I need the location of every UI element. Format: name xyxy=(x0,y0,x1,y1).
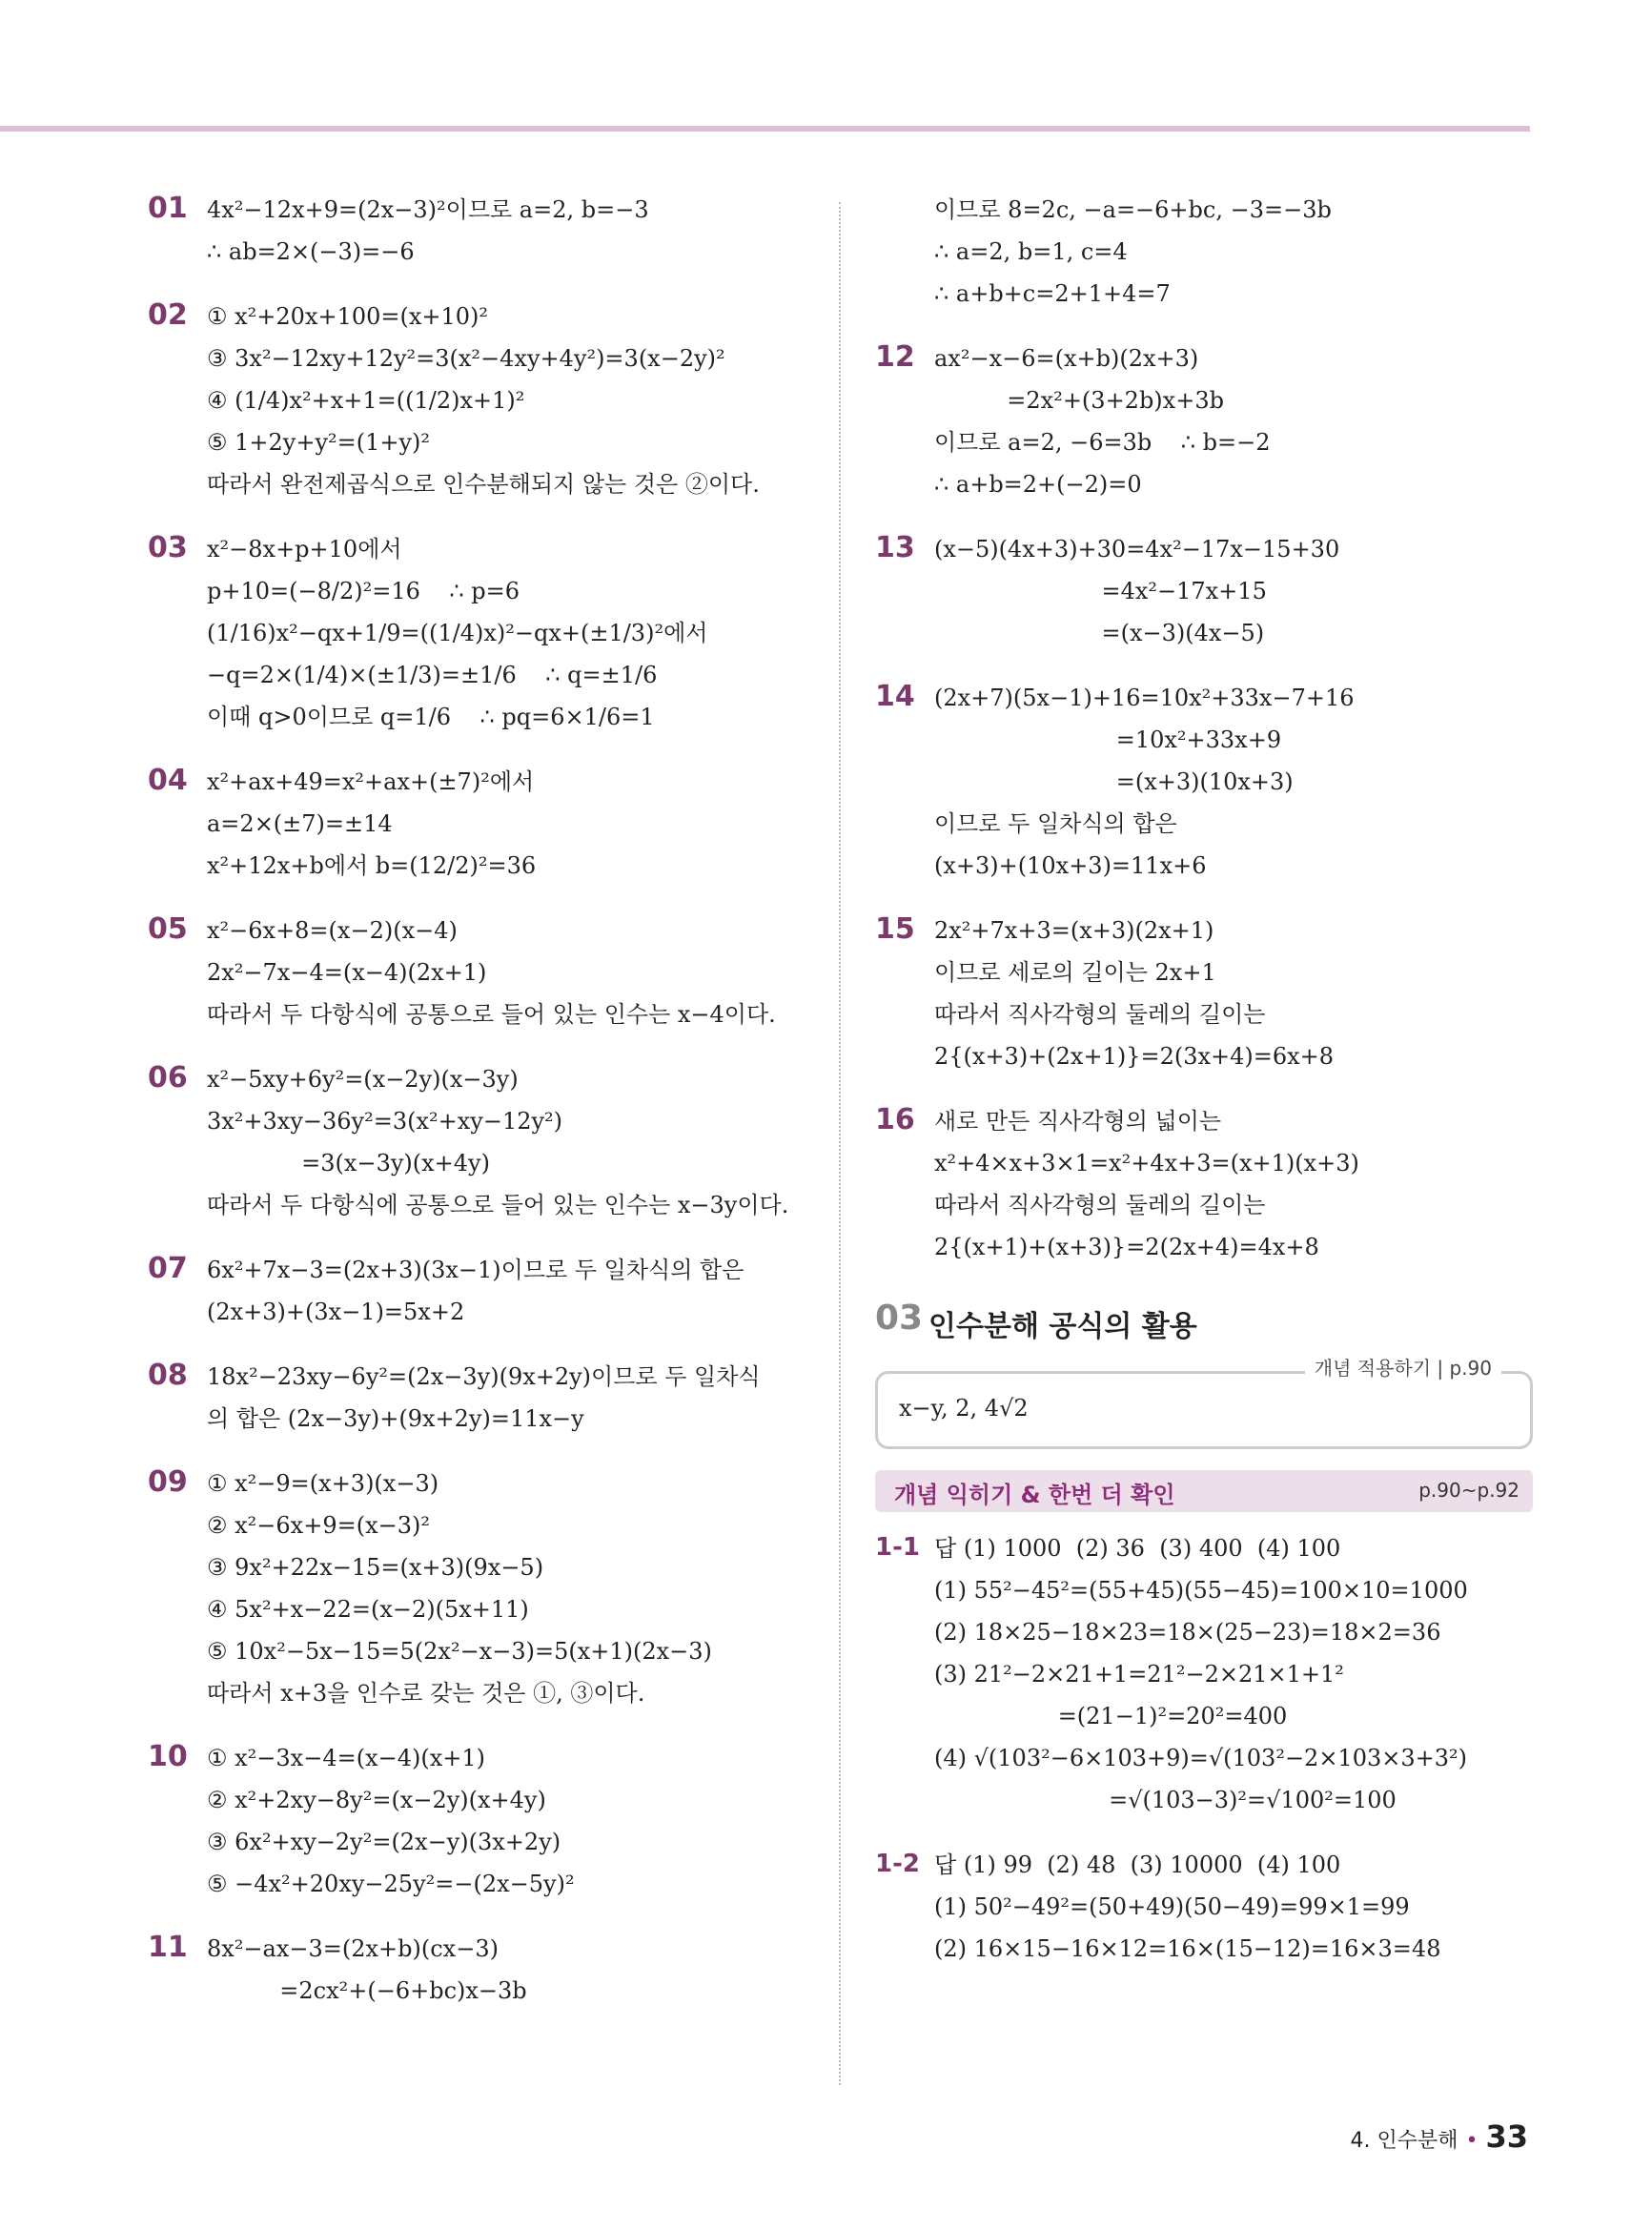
column-divider xyxy=(839,202,841,2085)
problem-item xyxy=(875,528,1533,654)
solution-line: 8x²−ax−3=(2x+b)(cx−3) xyxy=(207,1935,499,1962)
solution-line: x²+12x+b에서 b=(12/2)²=36 xyxy=(207,852,537,879)
solution-line: ④ 5x²+x−22=(x−2)(5x+11) xyxy=(207,1596,529,1623)
solution-line: ③ 3x²−12xy+12y²=3(x²−4xy+4y²)=3(x−2y)² xyxy=(207,345,725,372)
problem-number: 16 xyxy=(875,1103,915,1136)
solution-line: ④ (1/4)x²+x+1=((1/2)x+1)² xyxy=(207,387,525,414)
problem-item xyxy=(148,910,815,1035)
solution-line: =2cx²+(−6+bc)x−3b xyxy=(207,1977,527,2004)
solution-line: =3(x−3y)(x+4y) xyxy=(207,1150,490,1176)
solution-line: 2{(x+1)+(x+3)}=2(2x+4)=4x+8 xyxy=(934,1234,1319,1260)
solution-line: 4x²−12x+9=(2x−3)²이므로 a=2, b=−3 xyxy=(207,196,649,223)
problem-item xyxy=(875,1100,1533,1268)
solution-line: =√(103−3)²=√100²=100 xyxy=(934,1787,1397,1813)
solution-line: 2x²−7x−4=(x−4)(2x+1) xyxy=(207,959,487,986)
solution-line: (1/16)x²−qx+1/9=((1/4)x)²−qx+(±1/3)²에서 xyxy=(207,620,708,646)
solution-line: 따라서 직사각형의 둘레의 길이는 xyxy=(934,1001,1266,1028)
problem-number: 1-2 xyxy=(875,1850,920,1878)
solution-line: ⑤ −4x²+20xy−25y²=−(2x−5y)² xyxy=(207,1871,575,1897)
top-rule xyxy=(0,126,1530,132)
solution-line: (1) 55²−45²=(55+45)(55−45)=100×10=1000 xyxy=(934,1577,1468,1604)
solution-line: −q=2×(1/4)×(±1/3)=±1/6 ∴ q=±1/6 xyxy=(207,662,658,688)
solution-line: ∴ a+b=2+(−2)=0 xyxy=(934,471,1142,498)
problem-number: 14 xyxy=(875,680,915,713)
problem-item xyxy=(148,1463,815,1714)
problem-number: 13 xyxy=(875,531,915,564)
solution-line: (1) 50²−49²=(50+49)(50−49)=99×1=99 xyxy=(934,1893,1410,1920)
section-number: 03 xyxy=(875,1299,924,1338)
solution-line: ∴ ab=2×(−3)=−6 xyxy=(207,238,415,265)
solution-line: ② x²−6x+9=(x−3)² xyxy=(207,1512,430,1539)
solution-line: 이므로 a=2, −6=3b ∴ b=−2 xyxy=(934,429,1271,456)
solution-line: ① x²−9=(x+3)(x−3) xyxy=(207,1470,439,1497)
solution-line: 답 (1) 1000 (2) 36 (3) 400 (4) 100 xyxy=(934,1535,1341,1562)
solution-line: 따라서 완전제곱식으로 인수분해되지 않는 것은 ②이다. xyxy=(207,471,760,498)
problem-number: 15 xyxy=(875,912,915,946)
problem-item xyxy=(148,761,815,887)
solution-line: =4x²−17x+15 xyxy=(934,578,1267,604)
page-number: 33 xyxy=(1485,2118,1528,2155)
problem-item xyxy=(148,528,815,738)
problem-item xyxy=(148,296,815,505)
problem-number: 09 xyxy=(148,1465,188,1499)
solution-line: x²+ax+49=x²+ax+(±7)²에서 xyxy=(207,768,535,795)
solution-line: ∴ a+b+c=2+1+4=7 xyxy=(934,280,1171,307)
solution-line: =2x²+(3+2b)x+3b xyxy=(934,387,1224,414)
solution-line: ⑤ 1+2y+y²=(1+y)² xyxy=(207,429,431,456)
problem-item xyxy=(875,338,1533,505)
problem-number: 05 xyxy=(148,912,188,946)
problem-item xyxy=(148,1737,815,1905)
solution-line: 이므로 두 일차식의 합은 xyxy=(934,810,1177,837)
concept-apply-box xyxy=(875,1357,1533,1449)
problem-item xyxy=(875,1844,1533,1970)
solution-line: 이므로 8=2c, −a=−6+bc, −3=−3b xyxy=(934,196,1332,223)
solution-line: x²−8x+p+10에서 xyxy=(207,536,402,563)
solution-line: ⑤ 10x²−5x−15=5(2x²−x−3)=5(x+1)(2x−3) xyxy=(207,1638,712,1665)
solution-line: x²−5xy+6y²=(x−2y)(x−3y) xyxy=(207,1066,519,1093)
problem-number: 1-1 xyxy=(875,1533,920,1562)
solution-line: x²−6x+8=(x−2)(x−4) xyxy=(207,917,458,944)
footer-dot-icon: • xyxy=(1465,2129,1479,2153)
solution-line: (x−5)(4x+3)+30=4x²−17x−15+30 xyxy=(934,536,1340,563)
solution-line: ax²−x−6=(x+b)(2x+3) xyxy=(934,345,1199,372)
problem-number: 10 xyxy=(148,1740,188,1773)
solution-line: 따라서 직사각형의 둘레의 길이는 xyxy=(934,1192,1266,1218)
solution-line: 의 합은 (2x−3y)+(9x+2y)=11x−y xyxy=(207,1405,584,1432)
solution-line: ① x²+20x+100=(x+10)² xyxy=(207,303,489,330)
page-footer xyxy=(1350,2118,1528,2155)
problem-item xyxy=(875,910,1533,1077)
practice-banner-pages: p.90~p.92 xyxy=(1418,1479,1519,1502)
problem-number: 12 xyxy=(875,340,915,374)
problem-11-continued xyxy=(875,189,1533,315)
solution-line: (x+3)+(10x+3)=11x+6 xyxy=(934,852,1207,879)
solution-line: 답 (1) 99 (2) 48 (3) 10000 (4) 100 xyxy=(934,1852,1341,1878)
solution-line: 18x²−23xy−6y²=(2x−3y)(9x+2y)이므로 두 일차식 xyxy=(207,1363,761,1390)
solution-line: 2{(x+3)+(2x+1)}=2(3x+4)=6x+8 xyxy=(934,1043,1335,1070)
solution-line: 새로 만든 직사각형의 넓이는 xyxy=(934,1108,1222,1135)
problem-number: 03 xyxy=(148,531,188,564)
solution-line: (3) 21²−2×21+1=21²−2×21×1+1² xyxy=(934,1661,1344,1688)
solution-line: a=2×(±7)=±14 xyxy=(207,810,393,837)
problem-number: 08 xyxy=(148,1359,188,1392)
problem-item xyxy=(148,1928,815,2012)
problem-item xyxy=(148,1249,815,1333)
solution-line: (2x+3)+(3x−1)=5x+2 xyxy=(207,1299,465,1325)
right-column xyxy=(875,189,1533,1993)
solution-line: ③ 9x²+22x−15=(x+3)(9x−5) xyxy=(207,1554,544,1581)
solution-line: 따라서 두 다항식에 공통으로 들어 있는 인수는 x−3y이다. xyxy=(207,1192,789,1218)
solution-line: 6x²+7x−3=(2x+3)(3x−1)이므로 두 일차식의 합은 xyxy=(207,1257,744,1283)
solution-line: (2) 18×25−18×23=18×(25−23)=18×2=36 xyxy=(934,1619,1441,1646)
solution-line: =10x²+33x+9 xyxy=(934,726,1282,753)
solution-line: ③ 6x²+xy−2y²=(2x−y)(3x+2y) xyxy=(207,1829,561,1855)
right-problems xyxy=(875,338,1533,1268)
problem-number: 06 xyxy=(148,1061,188,1095)
solution-line: (2) 16×15−16×12=16×(15−12)=16×3=48 xyxy=(934,1935,1441,1962)
practice-banner-title: 개념 익히기 & 한번 더 확인 xyxy=(894,1482,1175,1508)
solution-line: (2x+7)(5x−1)+16=10x²+33x−7+16 xyxy=(934,685,1355,711)
problem-item xyxy=(875,1527,1533,1821)
solution-line: 이때 q>0이므로 q=1/6 ∴ pq=6×1/6=1 xyxy=(207,704,655,730)
solution-line: 따라서 x+3을 인수로 갖는 것은 ①, ③이다. xyxy=(207,1680,645,1707)
problem-number: 04 xyxy=(148,764,188,797)
concept-apply-answer: x−y, 2, 4√2 xyxy=(899,1395,1029,1422)
solution-line: 3x²+3xy−36y²=3(x²+xy−12y²) xyxy=(207,1108,563,1135)
solution-line: x²+4×x+3×1=x²+4x+3=(x+1)(x+3) xyxy=(934,1150,1359,1176)
practice-problems xyxy=(875,1527,1533,1970)
solution-line: ∴ a=2, b=1, c=4 xyxy=(934,238,1128,265)
concept-apply-label: 개념 적용하기 | p.90 xyxy=(1305,1353,1501,1381)
solution-line: (4) √(103²−6×103+9)=√(103²−2×103×3+3²) xyxy=(934,1745,1467,1771)
solution-line: 따라서 두 다항식에 공통으로 들어 있는 인수는 x−4이다. xyxy=(207,1001,776,1028)
problem-item xyxy=(148,1356,815,1440)
section-title: 인수분해 공식의 활용 xyxy=(928,1310,1197,1343)
chapter-label: 4. 인수분해 xyxy=(1350,2129,1458,2153)
problem-number: 02 xyxy=(148,298,188,332)
problem-number: 07 xyxy=(148,1252,188,1285)
problem-number: 11 xyxy=(148,1931,188,1964)
practice-banner xyxy=(875,1470,1533,1512)
problem-item xyxy=(148,189,815,273)
solution-line: ② x²+2xy−8y²=(x−2y)(x+4y) xyxy=(207,1787,546,1813)
left-column xyxy=(148,189,815,2035)
problem-item xyxy=(875,677,1533,887)
problem-item xyxy=(148,1058,815,1226)
solution-line: 2x²+7x+3=(x+3)(2x+1) xyxy=(934,917,1214,944)
solution-line: p+10=(−8/2)²=16 ∴ p=6 xyxy=(207,578,520,604)
solution-line: =(21−1)²=20²=400 xyxy=(934,1703,1288,1729)
solution-line: ① x²−3x−4=(x−4)(x+1) xyxy=(207,1745,485,1771)
solution-line: 이므로 세로의 길이는 2x+1 xyxy=(934,959,1216,986)
solution-line: =(x−3)(4x−5) xyxy=(934,620,1265,646)
solution-line: =(x+3)(10x+3) xyxy=(934,768,1294,795)
problem-number: 01 xyxy=(148,192,188,225)
